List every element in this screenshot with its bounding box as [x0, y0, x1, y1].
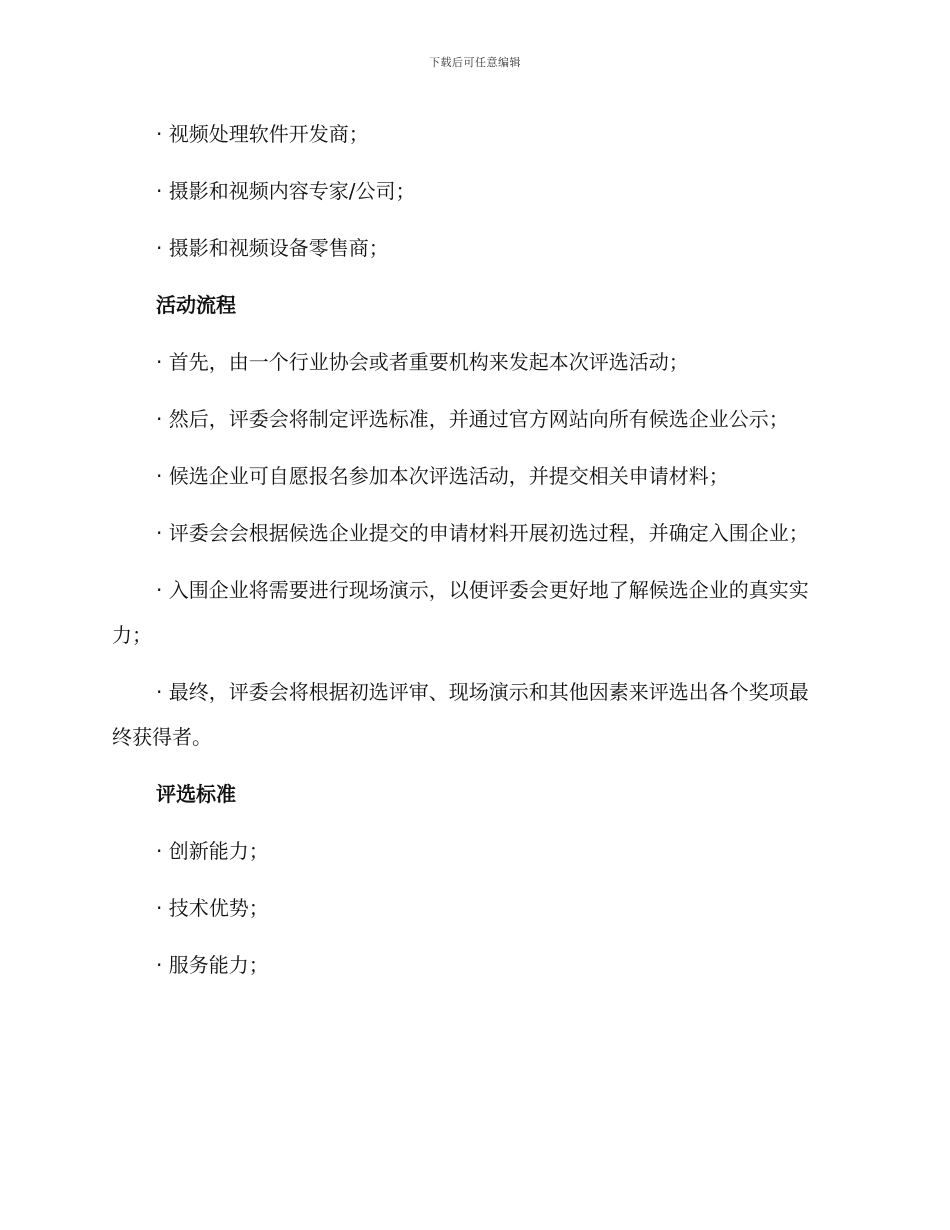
paragraph: · 创新能力；	[156, 839, 269, 863]
paragraph: · 评委会会根据候选企业提交的申请材料开展初选过程，并确定入围企业；	[156, 521, 809, 545]
paragraph: · 技术优势；	[156, 896, 269, 920]
paragraph: · 服务能力；	[156, 953, 269, 977]
section-heading: 评选标准	[156, 782, 236, 806]
paragraph: · 首先，由一个行业协会或者重要机构来发起本次评选活动；	[156, 350, 689, 374]
document-body	[112, 112, 822, 988]
page-header: 下载后可任意编辑	[429, 56, 521, 69]
paragraph: · 视频处理软件开发商；	[156, 122, 369, 146]
section-heading: 活动流程	[156, 293, 236, 317]
paragraph: · 最终，评委会将根据初选评审、现场演示和其他因素来评选出各个奖项最终获得者。	[112, 680, 809, 749]
paragraph: · 然后，评委会将制定评选标准，并通过官方网站向所有候选企业公示；	[156, 407, 789, 431]
paragraph: · 候选企业可自愿报名参加本次评选活动，并提交相关申请材料；	[156, 464, 729, 488]
paragraph: · 摄影和视频内容专家/公司；	[156, 179, 416, 203]
paragraph: · 摄影和视频设备零售商；	[156, 236, 389, 260]
paragraph: · 入围企业将需要进行现场演示，以便评委会更好地了解候选企业的真实实力；	[112, 578, 809, 647]
